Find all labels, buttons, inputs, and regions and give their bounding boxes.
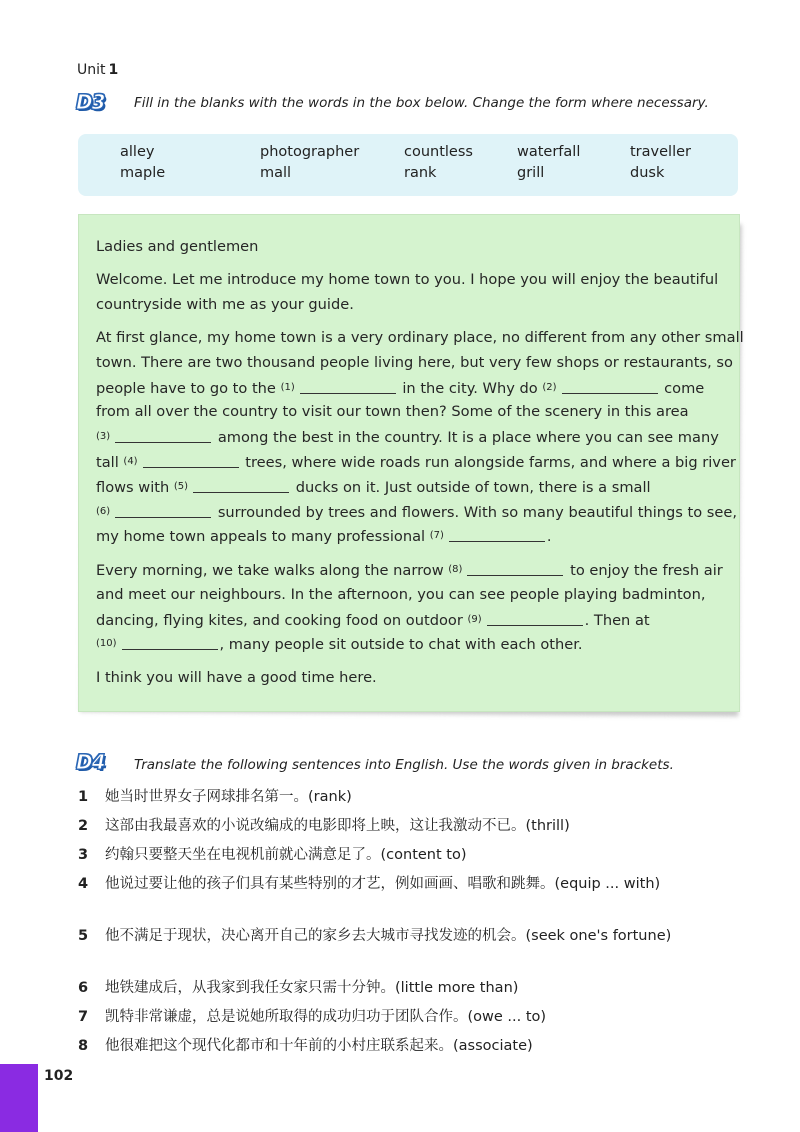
word-item: photographer (260, 144, 360, 160)
blank-8[interactable] (467, 561, 563, 576)
blank-10[interactable] (122, 635, 218, 650)
unit-header (77, 62, 118, 78)
word-item: dusk (630, 165, 665, 181)
blank-number-9: (9) (467, 613, 482, 625)
blank-number-4: (4) (123, 455, 138, 467)
page-accent-strip (0, 1064, 38, 1132)
word-box (78, 134, 738, 196)
word-item: mall (260, 165, 292, 181)
paragraph-3: Every morning, we take walks along the narrow $^{(8)}$ to enjoy the fresh air and meet our neighbours. In the afternoon, you can see people playing badminton, dancing, flying kites, and cooking food on outdoor $^{(9)}$ . Then at $^{(10)}$ , many people sit outside to chat with each other. (96, 562, 723, 654)
word-item: traveller (630, 144, 691, 160)
word-item: alley (120, 144, 155, 160)
d3-instruction: Fill in the blanks with the words in the box below. Change the form where necessary. (134, 95, 709, 111)
word-item: grill (517, 165, 545, 181)
blank-number-2: (2) (542, 381, 557, 393)
unit-number: 1 (108, 62, 119, 78)
d4-badge: D4 (76, 750, 105, 774)
blank-1[interactable] (300, 379, 396, 394)
blank-9[interactable] (487, 611, 583, 626)
blank-5[interactable] (193, 478, 289, 493)
blank-number-10: (10) (96, 638, 117, 650)
greeting: Ladies and gentlemen (96, 238, 259, 255)
blank-number-7: (7) (429, 530, 444, 542)
blank-number-3: (3) (96, 431, 111, 443)
page-number: 102 (44, 1068, 74, 1084)
blank-7[interactable] (449, 527, 545, 542)
d3-badge: D3 (76, 90, 105, 114)
paragraph-2: At first glance, my home town is a very ordinary place, no different from any other small town. There are two thousand people living here, but very few shops or restaurants, so people have to go to the $^{(1)}$ in the city. Why do $^{(2)}$ come from all over the country to visit our town then? Some of the scenery in this area $^{(3)}$ among the best in the country. It is a place where you can see many tall $^{(4)}$ trees, where wide roads run alongside farms, and where a big river flows with $^{(5)}$ ducks on it. Just outside of town, there is a small $^{(6)}$ surrounded by trees and flowers. With so many beautiful things to see, my home town appeals to many professional $^{(7)}$ . (96, 329, 744, 546)
blank-number-5: (5) (173, 480, 189, 492)
word-item: countless (404, 144, 473, 160)
unit-label: Unit (77, 62, 106, 78)
blank-number-8: (8) (448, 564, 463, 575)
blank-4[interactable] (143, 453, 239, 468)
d4-instruction: Translate the following sentences into English. Use the words given in brackets. (134, 757, 674, 773)
blank-3[interactable] (115, 428, 211, 443)
blank-number-1: (1) (280, 381, 295, 393)
word-item: waterfall (517, 144, 581, 160)
closing: I think you will have a good time here. (96, 669, 377, 686)
word-item: maple (120, 165, 166, 181)
blank-number-6: (6) (96, 505, 111, 517)
word-item: rank (404, 165, 437, 181)
blank-2[interactable] (562, 379, 658, 394)
paragraph-1: Welcome. Let me introduce my home town to you. I hope you will enjoy the beautiful countryside with me as your guide. (96, 271, 719, 313)
blank-6[interactable] (115, 503, 211, 518)
